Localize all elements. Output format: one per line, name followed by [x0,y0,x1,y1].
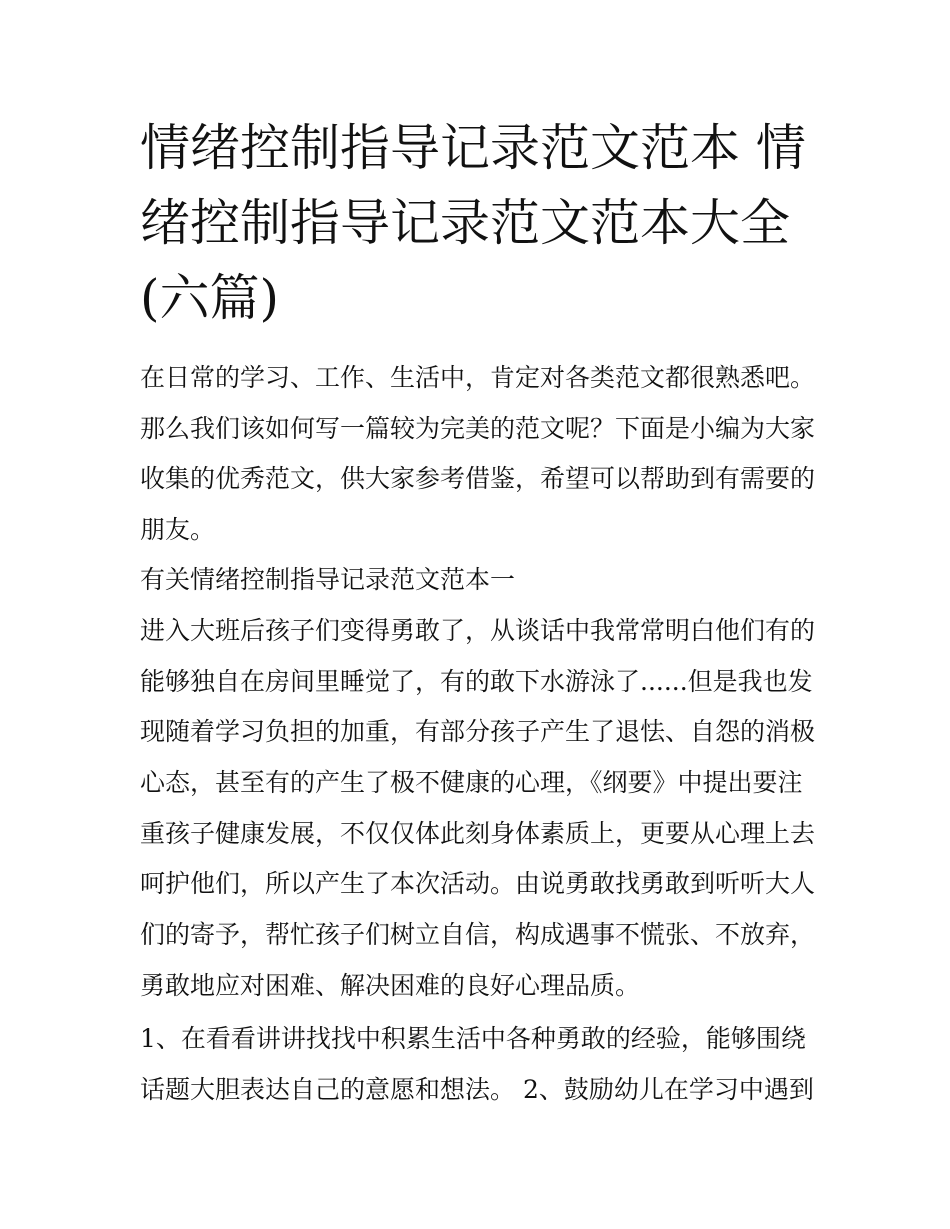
list-line-1: 1、在看看讲讲找找中积累生活中各种勇敢的经验，能够围绕 [140,1024,806,1053]
body-line-7: 们的寄予，帮忙孩子们树立自信，构成遇事不慌张、不放弃， [140,920,816,949]
body-line-1: 进入大班后孩子们变得勇敢了，从谈话中我常常明白他们有的 [140,616,816,645]
document-title-line-1: 情绪控制指导记录范文范本 情 [140,119,806,177]
intro-line-1: 在日常的学习、工作、生活中，肯定对各类范文都很熟悉吧。 [140,363,816,392]
body-line-8: 勇敢地应对困难、解决困难的良好心理品质。 [140,971,641,1000]
body-line-4: 心态，甚至有的产生了极不健康的心理，《纲要》中提出要注 [140,768,803,797]
section-heading: 有关情绪控制指导记录范文范本一 [140,565,516,594]
intro-line-2: 那么我们该如何写一篇较为完美的范文呢？下面是小编为大家 [140,414,816,443]
body-line-5: 重孩子健康发展，不仅仅体此刻身体素质上，更要从心理上去 [140,819,816,848]
body-line-3: 现随着学习负担的加重，有部分孩子产生了退怯、自怨的消极 [140,717,816,746]
body-line-6: 呵护他们，所以产生了本次活动。由说勇敢找勇敢到听听大人 [140,869,816,898]
intro-line-3: 收集的优秀范文，供大家参考借鉴，希望可以帮助到有需要的 [140,464,816,493]
document-title-line-2: 绪控制指导记录范文范本大全 [140,194,790,252]
intro-line-4: 朋友。 [140,515,216,544]
body-line-2: 能够独自在房间里睡觉了，有的敢下水游泳了......但是我也发 [140,667,813,696]
list-line-2: 话题大胆表达自己的意愿和想法。 2、鼓励幼儿在学习中遇到 [140,1075,814,1104]
document-title-line-3: (六篇) [140,269,280,327]
